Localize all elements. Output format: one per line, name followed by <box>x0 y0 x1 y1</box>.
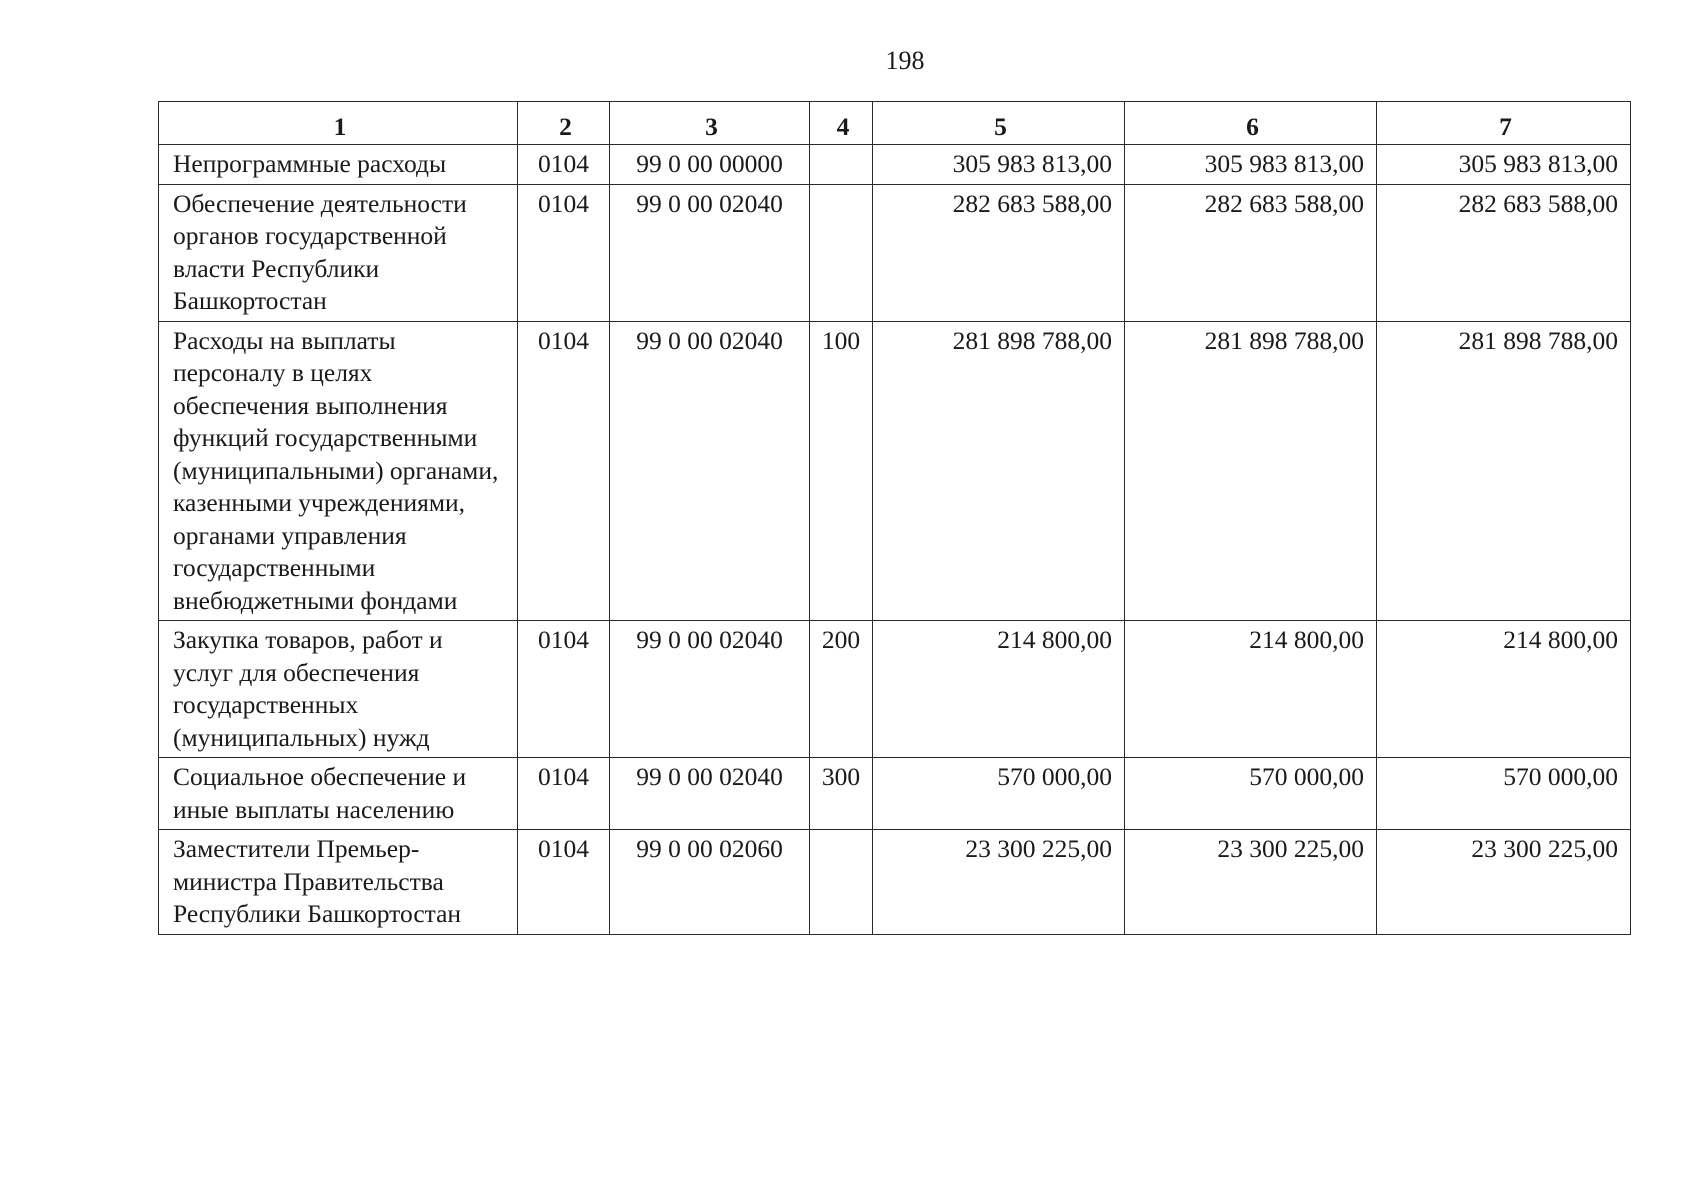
amount-col-5: 282 683 588,00 <box>873 184 1125 321</box>
row-name: Непрограммные расходы <box>159 145 518 185</box>
column-header: 2 <box>518 102 610 145</box>
amount-col-5: 281 898 788,00 <box>873 321 1125 621</box>
amount-col-7: 305 983 813,00 <box>1377 145 1631 185</box>
expense-type-code <box>810 830 873 935</box>
section-code: 0104 <box>518 830 610 935</box>
amount-col-7: 23 300 225,00 <box>1377 830 1631 935</box>
amount-col-6: 214 800,00 <box>1125 621 1377 758</box>
table-row <box>159 184 1631 321</box>
amount-col-7: 214 800,00 <box>1377 621 1631 758</box>
amount-col-5: 214 800,00 <box>873 621 1125 758</box>
column-header: 6 <box>1125 102 1377 145</box>
budget-table <box>158 101 1631 935</box>
amount-col-7: 282 683 588,00 <box>1377 184 1631 321</box>
amount-col-5: 23 300 225,00 <box>873 830 1125 935</box>
page-number: 198 <box>885 46 925 75</box>
section-code: 0104 <box>518 321 610 621</box>
row-name: Расходы на выплаты персоналу в целях обеспечения выполнения функций государственными (муниципальными) органами, казенными учреждениями, органами управления государственными внебюджетными фондами <box>159 321 518 621</box>
column-header: 4 <box>810 102 873 145</box>
amount-col-6: 282 683 588,00 <box>1125 184 1377 321</box>
header-row <box>159 102 1631 145</box>
amount-col-5: 570 000,00 <box>873 758 1125 830</box>
column-header: 3 <box>610 102 810 145</box>
row-name: Социальное обеспечение и иные выплаты населению <box>159 758 518 830</box>
amount-col-7: 281 898 788,00 <box>1377 321 1631 621</box>
target-article-code: 99 0 00 02040 <box>610 758 810 830</box>
amount-col-7: 570 000,00 <box>1377 758 1631 830</box>
table-row <box>159 145 1631 185</box>
amount-col-6: 305 983 813,00 <box>1125 145 1377 185</box>
amount-col-6: 281 898 788,00 <box>1125 321 1377 621</box>
column-header: 7 <box>1377 102 1631 145</box>
target-article-code: 99 0 00 02060 <box>610 830 810 935</box>
table-row <box>159 758 1631 830</box>
target-article-code: 99 0 00 02040 <box>610 184 810 321</box>
expense-type-code <box>810 184 873 321</box>
table-row <box>159 830 1631 935</box>
column-header: 5 <box>873 102 1125 145</box>
target-article-code: 99 0 00 02040 <box>610 321 810 621</box>
row-name: Закупка товаров, работ и услуг для обеспечения государственных (муниципальных) нужд <box>159 621 518 758</box>
amount-col-6: 570 000,00 <box>1125 758 1377 830</box>
target-article-code: 99 0 00 00000 <box>610 145 810 185</box>
table-row <box>159 621 1631 758</box>
section-code: 0104 <box>518 758 610 830</box>
target-article-code: 99 0 00 02040 <box>610 621 810 758</box>
section-code: 0104 <box>518 184 610 321</box>
section-code: 0104 <box>518 145 610 185</box>
expense-type-code: 200 <box>810 621 873 758</box>
expense-type-code <box>810 145 873 185</box>
row-name: Обеспечение деятельности органов государственной власти Республики Башкортостан <box>159 184 518 321</box>
row-name: Заместители Премьер-министра Правительства Республики Башкортостан <box>159 830 518 935</box>
amount-col-6: 23 300 225,00 <box>1125 830 1377 935</box>
table-row <box>159 321 1631 621</box>
column-header: 1 <box>159 102 518 145</box>
expense-type-code: 100 <box>810 321 873 621</box>
expense-type-code: 300 <box>810 758 873 830</box>
section-code: 0104 <box>518 621 610 758</box>
amount-col-5: 305 983 813,00 <box>873 145 1125 185</box>
